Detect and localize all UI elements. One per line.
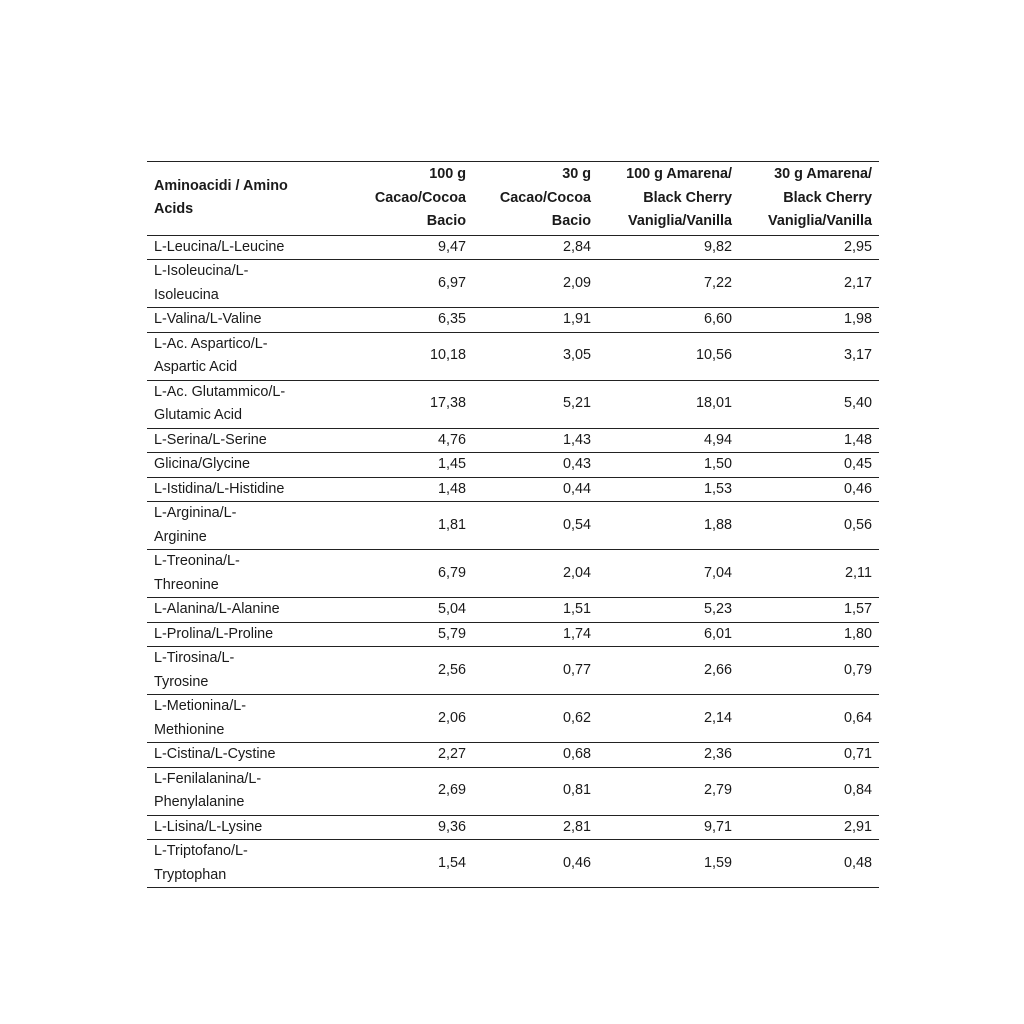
amino-acid-name-line: L-Cistina/L-Cystine	[154, 746, 276, 762]
value-100g-amarena: 1,50	[703, 456, 732, 472]
table-header	[147, 162, 879, 236]
amino-acid-name	[147, 502, 353, 550]
amino-acid-name	[147, 622, 353, 647]
amino-acid-name	[147, 428, 353, 453]
table-row	[147, 428, 879, 453]
header-line: Vaniglia/Vanilla	[768, 213, 872, 229]
amino-acid-name-line: L-Tirosina/L-	[154, 650, 235, 666]
amino-acid-name	[147, 550, 353, 598]
value-30g-amarena: 2,17	[843, 274, 872, 291]
value-100g-cacao: 1,45	[437, 456, 466, 472]
amino-acid-name-line: L-Triptofano/L-	[154, 843, 248, 859]
value-100g-amarena: 2,14	[703, 709, 732, 726]
value-100g-amarena: 9,82	[703, 238, 732, 255]
table-row	[147, 647, 879, 695]
value-100g-cacao: 5,79	[437, 625, 466, 642]
amino-acid-name-line: L-Lisina/L-Lysine	[154, 818, 263, 835]
header-line: Cacao/Cocoa	[374, 189, 466, 206]
value-30g-cacao: 2,04	[562, 564, 591, 581]
amino-acid-name	[147, 453, 353, 478]
amino-acid-name-line: Glicina/Glycine	[154, 456, 250, 472]
value-100g-cacao: 5,04	[437, 601, 466, 617]
value-30g-cacao: 1,43	[562, 431, 591, 448]
header-line: Aminoacidi / Amino	[154, 177, 288, 194]
amino-acid-name-line: L-Ac. Aspartico/L-	[154, 335, 268, 352]
amino-acid-table-container	[147, 161, 879, 888]
header-line: 100 g Amarena/	[626, 166, 732, 182]
header-line: Bacio	[426, 213, 466, 229]
value-30g-cacao: 0,77	[562, 661, 591, 678]
table-row	[147, 260, 879, 308]
amino-acid-name	[147, 815, 353, 840]
header-line: Acids	[154, 201, 194, 218]
value-30g-cacao: 2,09	[562, 274, 591, 291]
value-30g-cacao: 1,74	[562, 625, 591, 642]
value-100g-amarena: 6,01	[703, 625, 732, 642]
value-30g-cacao: 0,62	[562, 709, 591, 726]
value-100g-cacao: 6,35	[437, 311, 466, 327]
value-30g-cacao: 0,43	[562, 456, 591, 472]
value-30g-cacao: 0,46	[562, 854, 591, 871]
amino-acid-name	[147, 308, 353, 333]
table-row	[147, 767, 879, 815]
value-100g-amarena: 9,71	[703, 818, 732, 835]
table-row	[147, 840, 879, 888]
value-30g-cacao: 0,81	[562, 782, 591, 799]
value-100g-cacao: 2,27	[437, 746, 466, 762]
amino-acid-name-line: L-Valina/L-Valine	[154, 311, 262, 327]
amino-acid-name-line: L-Ac. Glutammico/L-	[154, 383, 286, 400]
value-30g-cacao: 1,51	[562, 601, 591, 617]
table-row	[147, 695, 879, 743]
header-line: Black Cherry	[783, 189, 872, 206]
value-100g-amarena: 1,59	[703, 854, 732, 871]
amino-acid-name-line: Arginine	[154, 528, 207, 545]
header-30g-amarena	[739, 162, 879, 236]
value-30g-amarena: 1,80	[843, 625, 872, 642]
value-30g-amarena: 0,64	[843, 709, 872, 726]
amino-acid-name	[147, 598, 353, 623]
value-100g-cacao: 2,56	[437, 661, 466, 678]
table-row	[147, 308, 879, 333]
amino-acid-name-line: Isoleucina	[154, 286, 219, 303]
value-30g-amarena: 0,48	[843, 854, 872, 871]
table-row	[147, 815, 879, 840]
amino-acid-name	[147, 235, 353, 260]
amino-acid-name-line: L-Isoleucina/L-	[154, 263, 249, 279]
value-30g-cacao: 0,68	[562, 746, 591, 762]
value-100g-amarena: 7,22	[703, 274, 732, 291]
table-row	[147, 743, 879, 768]
table-row	[147, 598, 879, 623]
value-100g-amarena: 1,88	[703, 516, 732, 533]
table-body	[147, 235, 879, 888]
amino-acid-name	[147, 647, 353, 695]
value-30g-cacao: 0,44	[562, 480, 591, 497]
amino-acid-name	[147, 380, 353, 428]
amino-acid-name-line: L-Fenilalanina/L-	[154, 770, 262, 787]
table-row	[147, 502, 879, 550]
value-100g-cacao: 9,36	[437, 818, 466, 835]
value-30g-amarena: 0,46	[843, 480, 872, 497]
amino-acid-name-line: Phenylalanine	[154, 794, 245, 810]
value-100g-cacao: 17,38	[429, 395, 466, 412]
amino-acid-name	[147, 260, 353, 308]
value-30g-amarena: 2,91	[843, 818, 872, 835]
value-30g-amarena: 2,95	[843, 238, 872, 255]
value-30g-amarena: 0,56	[843, 516, 872, 533]
value-100g-amarena: 2,66	[703, 661, 732, 678]
value-30g-amarena: 3,17	[843, 347, 872, 364]
value-100g-cacao: 2,06	[437, 709, 466, 726]
amino-acid-name-line: L-Istidina/L-Histidine	[154, 480, 285, 497]
value-30g-amarena: 0,79	[843, 661, 872, 678]
value-100g-amarena: 4,94	[703, 431, 732, 448]
value-100g-amarena: 2,79	[703, 782, 732, 799]
table-row	[147, 550, 879, 598]
table-row	[147, 477, 879, 502]
amino-acid-name-line: Methionine	[154, 721, 225, 738]
amino-acid-name	[147, 767, 353, 815]
value-100g-amarena: 2,36	[703, 746, 732, 762]
value-30g-cacao: 3,05	[562, 347, 591, 364]
value-100g-cacao: 4,76	[437, 431, 466, 448]
value-100g-amarena: 1,53	[703, 480, 732, 497]
value-100g-amarena: 7,04	[703, 564, 732, 581]
header-100g-cacao	[353, 162, 473, 236]
value-100g-cacao: 1,54	[437, 854, 466, 871]
header-30g-cacao	[473, 162, 598, 236]
value-30g-amarena: 5,40	[843, 395, 872, 412]
header-line: Vaniglia/Vanilla	[628, 213, 732, 229]
amino-acid-name-line: Tyrosine	[154, 673, 209, 690]
value-30g-amarena: 0,84	[843, 782, 872, 799]
value-30g-amarena: 1,57	[843, 601, 872, 617]
header-row	[147, 162, 879, 236]
amino-acid-name-line: L-Alanina/L-Alanine	[154, 601, 280, 617]
header-line: 100 g	[429, 166, 466, 182]
value-30g-amarena: 2,11	[845, 564, 872, 581]
amino-acid-name-line: Tryptophan	[154, 866, 227, 883]
value-30g-amarena: 0,71	[843, 746, 872, 762]
value-30g-amarena: 1,48	[843, 431, 872, 448]
value-30g-cacao: 2,84	[562, 238, 591, 255]
value-100g-cacao: 6,79	[437, 564, 466, 581]
value-100g-amarena: 6,60	[703, 311, 732, 327]
amino-acid-name	[147, 695, 353, 743]
amino-acid-name	[147, 332, 353, 380]
value-30g-cacao: 0,54	[562, 516, 591, 533]
header-line: 30 g	[562, 166, 591, 182]
amino-acid-name-line: L-Leucina/L-Leucine	[154, 238, 285, 255]
value-100g-cacao: 9,47	[437, 238, 466, 255]
amino-acid-name-line: Glutamic Acid	[154, 407, 242, 423]
value-100g-amarena: 18,01	[695, 395, 732, 412]
amino-acid-name-line: L-Serina/L-Serine	[154, 431, 267, 448]
value-30g-cacao: 2,81	[562, 818, 591, 835]
value-30g-cacao: 1,91	[562, 311, 591, 327]
header-line: Bacio	[551, 213, 591, 229]
header-100g-amarena	[598, 162, 739, 236]
value-30g-cacao: 5,21	[562, 395, 591, 412]
amino-acid-name-line: L-Prolina/L-Proline	[154, 625, 274, 642]
table-row	[147, 235, 879, 260]
value-100g-amarena: 10,56	[695, 347, 732, 364]
value-100g-cacao: 6,97	[437, 274, 466, 291]
table-row	[147, 332, 879, 380]
header-aminoacids	[147, 162, 353, 236]
table-row	[147, 453, 879, 478]
table-row	[147, 380, 879, 428]
value-30g-amarena: 0,45	[843, 456, 872, 472]
amino-acid-name	[147, 743, 353, 768]
amino-acid-name	[147, 477, 353, 502]
amino-acid-name	[147, 840, 353, 888]
amino-acid-name-line: Aspartic Acid	[154, 359, 238, 375]
amino-acid-name-line: L-Treonina/L-	[154, 553, 240, 569]
value-100g-amarena: 5,23	[703, 601, 732, 617]
table-row	[147, 622, 879, 647]
value-100g-cacao: 1,81	[437, 516, 466, 533]
amino-acid-name-line: L-Metionina/L-	[154, 698, 246, 714]
header-line: 30 g Amarena/	[774, 166, 872, 182]
amino-acid-name-line: Threonine	[154, 576, 219, 593]
value-30g-amarena: 1,98	[843, 311, 872, 327]
amino-acid-name-line: L-Arginina/L-	[154, 505, 237, 521]
value-100g-cacao: 2,69	[437, 782, 466, 799]
header-line: Black Cherry	[643, 189, 732, 206]
value-100g-cacao: 10,18	[429, 347, 466, 364]
header-line: Cacao/Cocoa	[499, 189, 591, 206]
amino-acid-table	[147, 161, 879, 888]
value-100g-cacao: 1,48	[437, 480, 466, 497]
